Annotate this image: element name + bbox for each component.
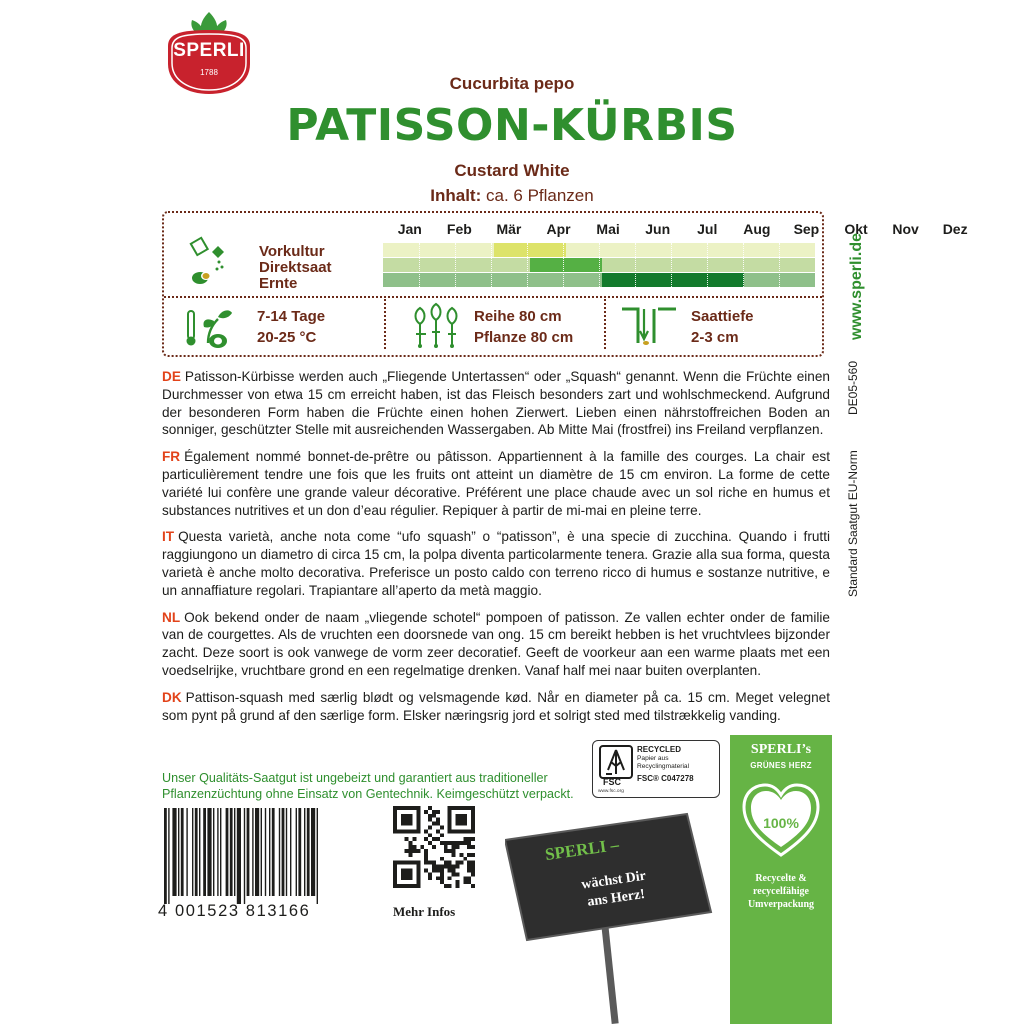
qr-module: [428, 818, 432, 822]
barcode-bar: [261, 808, 262, 896]
qr-module: [432, 845, 436, 849]
barcode-bar: [164, 808, 167, 904]
qr-module: [436, 829, 440, 833]
qr-module: [424, 810, 428, 814]
qr-module: [409, 841, 413, 845]
qr-module: [467, 845, 471, 849]
calendar-month-gridline: [527, 243, 528, 287]
qr-module: [471, 865, 475, 869]
qr-module: [444, 884, 448, 888]
month-header: [385, 221, 980, 237]
qr-module: [428, 826, 432, 830]
product-title: PATISSON-KÜRBIS: [286, 100, 738, 151]
barcode-bar: [226, 808, 229, 896]
barcode-bar: [203, 808, 206, 896]
calendar-month-gridline: [455, 243, 456, 287]
qr-module: [463, 880, 467, 884]
barcode-bar: [252, 808, 253, 896]
qr-module: [424, 837, 428, 841]
description-text: Pattison-squash med særlig blødt og velsmagende kød. Når en diameter på ca. 15 cm. Meget velegnet som pynt på grund af den særlige form. Elsker næringsrig jord et solrigt sted med tilstrækkelig vanding.: [162, 689, 830, 723]
qr-module: [440, 868, 444, 872]
qr-module: [420, 845, 424, 849]
green-panel-title: SPERLI’s: [750, 742, 812, 757]
qr-module: [467, 876, 471, 880]
qr-module: [455, 845, 459, 849]
description-paragraph: [162, 448, 830, 519]
barcode-bar: [199, 808, 200, 896]
qr-module: [440, 833, 444, 837]
language-code: IT: [162, 529, 175, 545]
qr-module: [463, 876, 467, 880]
qr-module: [444, 865, 448, 869]
barcode-bar: [168, 808, 169, 904]
qr-module: [436, 868, 440, 872]
qr-module: [440, 872, 444, 876]
barcode-bar: [272, 808, 275, 896]
seedling-pot-icon: [188, 236, 232, 288]
fsc-line1: Papier aus: [637, 755, 669, 762]
qr-module: [405, 849, 409, 853]
content-label: Inhalt:: [430, 186, 482, 205]
qr-module: [424, 857, 428, 861]
info-divider-1: [384, 299, 386, 349]
germination-info: [257, 306, 325, 348]
sign-line2: ans Herz!: [586, 886, 646, 910]
language-code: DK: [162, 689, 182, 705]
depth-info: [691, 306, 754, 348]
content-value: ca. 6 Pflanzen: [485, 186, 594, 205]
sign-line1: wächst Dir: [580, 868, 647, 893]
plant-spacing: Pflanze 80 cm: [474, 329, 574, 346]
qr-module: [455, 884, 459, 888]
qr-module: [455, 814, 467, 826]
barcode-bar: [237, 808, 241, 904]
calendar-bar-vorkultur: [494, 243, 566, 257]
barcode-bar: [186, 808, 187, 896]
barcode-bar: [282, 808, 285, 896]
quality-statement: Unser Qualitäts-Saatgut ist ungebeizt und garantiert aus traditioneller Pflanzenzüchtung ohne Einsatz von Gentechnik. Keimgeschützt verpackt.: [162, 771, 574, 801]
qr-module: [416, 849, 420, 853]
qr-module: [413, 849, 417, 853]
qr-module: [448, 876, 452, 880]
month-label: Jul: [697, 221, 718, 237]
qr-module: [428, 861, 432, 865]
qr-module: [432, 822, 436, 826]
calendar-month-gridline: [563, 243, 564, 287]
fsc-label: [592, 740, 720, 798]
qr-module: [455, 861, 459, 865]
calendar-divider: [164, 296, 822, 298]
qr-module: [428, 814, 432, 818]
barcode: [162, 808, 372, 904]
green-panel-percent: 100%: [763, 815, 799, 831]
green-panel-line1: Recycelte &: [755, 873, 807, 884]
qr-module: [467, 837, 471, 841]
barcode-bar: [307, 808, 310, 896]
qr-module: [444, 861, 448, 865]
fsc-logo-text: FSC: [603, 777, 621, 787]
description-text: Patisson-Kürbisse werden auch „Fliegende Untertassen“ oder „Squash“ genannt. Wenn die Früchte einen Durchmesser von etwa 15 cm erreicht haben, ist das Fleisch besonders zart und wohlschmeckend. Aufgrund der besonderen Form haben die Früchte einen hohen Zierwert. Lieben einen nährstoffreichen Boden an sonniger, geschützter Stelle mit ausreichenden Wassergaben. Ab Mitte Mai (frostfrei) ins Freiland verpflanzen.: [162, 369, 830, 438]
germination-days: 7-14 Tage: [257, 308, 326, 325]
row-label-direktsaat: Direktsaat: [259, 259, 332, 276]
fsc-line2: Recyclingmaterial: [637, 763, 690, 771]
month-label: Okt: [844, 221, 868, 237]
barcode-bar: [195, 808, 198, 896]
info-divider-2: [604, 299, 606, 349]
barcode-bar: [304, 808, 305, 896]
barcode-bar: [286, 808, 287, 896]
green-heart-panel: [730, 735, 832, 1024]
calendar-month-gridline: [635, 243, 636, 287]
germination-temp: 20-25 °C: [257, 329, 317, 346]
fsc-web: www.fsc.org: [598, 789, 624, 794]
barcode-bar: [213, 808, 214, 896]
qr-module: [436, 876, 440, 880]
qr-module: [409, 853, 413, 857]
month-label: Sep: [793, 221, 820, 237]
qr-module: [428, 806, 432, 810]
qr-module: [452, 849, 456, 853]
article-code-text: DE05-560: [846, 360, 860, 415]
description-block: [162, 368, 830, 733]
language-code: DE: [162, 369, 181, 384]
barcode-bar: [220, 808, 221, 896]
qr-module: [440, 826, 444, 830]
calendar-month-gridline: [707, 243, 708, 287]
calendar-month-gridline: [779, 243, 780, 287]
qr-module: [452, 872, 456, 876]
qr-module: [471, 853, 475, 857]
barcode-bar: [217, 808, 218, 896]
qr-module: [436, 818, 440, 822]
description-text: Ook bekend onder de naam „vliegende schotel“ pompoen of patisson. Ze vallen echter onder de familie van de courgettes. Als de vruchten een doorsnede van ong. 15 cm bereikt hebben is het vruchtvlees bijzonder zacht. Deze soort is ook vanwege de vorm zeer decoratief. Geeft de voorkeur aan een warme plaats met een voedselrijke, vruchtbare grond en een regelmatige drenken. Vanaf half mei naar buiten overplanten.: [162, 609, 830, 678]
calendar-bar-ernte: [602, 273, 744, 287]
qr-module: [424, 853, 428, 857]
row-label-vorkultur: Vorkultur: [259, 243, 325, 260]
variety-name: Custard White: [454, 161, 570, 180]
qr-label: Mehr Infos: [393, 904, 456, 919]
qr-module: [424, 829, 428, 833]
qr-module: [436, 822, 440, 826]
qr-module: [444, 841, 448, 845]
qr-module: [448, 884, 452, 888]
qr-module: [432, 810, 436, 814]
barcode-bar: [244, 808, 245, 904]
qr-module: [448, 868, 452, 872]
barcode-bar: [181, 808, 184, 896]
qr-module: [405, 837, 409, 841]
barcode-number: 4 001523 813166: [158, 902, 311, 920]
spacing-info: [474, 306, 573, 348]
qr-module: [436, 865, 440, 869]
green-panel-subtitle: GRÜNES HERZ: [750, 761, 812, 770]
germination-icon: [186, 303, 238, 349]
qr-module: [467, 865, 471, 869]
qr-module: [440, 865, 444, 869]
description-paragraph: [162, 609, 830, 680]
qr-module: [448, 865, 452, 869]
qr-module: [467, 853, 471, 857]
calendar-month-gridline: [743, 243, 744, 287]
qr-module: [467, 880, 471, 884]
qr-module: [471, 837, 475, 841]
latin-name: Cucurbita pepo: [449, 74, 575, 93]
qr-module: [455, 872, 459, 876]
calendar-month-gridline: [599, 243, 600, 287]
qr-module: [440, 876, 444, 880]
barcode-bar: [279, 808, 280, 896]
fsc-recycled: RECYCLED: [637, 745, 682, 754]
qr-module: [401, 814, 413, 826]
qr-module: [436, 810, 440, 814]
qr-module: [459, 861, 463, 865]
language-code: NL: [162, 609, 181, 625]
description-paragraph: [162, 528, 830, 599]
qr-module: [432, 814, 436, 818]
qr-module: [459, 853, 463, 857]
qr-module: [452, 845, 456, 849]
qr-module: [444, 845, 448, 849]
chalkboard-sign: [505, 800, 713, 1024]
qr-module: [471, 872, 475, 876]
qr-module: [463, 837, 467, 841]
qr-module: [467, 861, 471, 865]
description-paragraph: [162, 368, 830, 439]
content-line: [0, 186, 1024, 206]
logo-year-text: 1788: [200, 68, 218, 77]
qr-module: [463, 857, 467, 861]
fsc-license: FSC® C047278: [637, 773, 694, 783]
barcode-bar: [178, 808, 179, 896]
qr-module: [448, 841, 452, 845]
month-label: Jun: [645, 221, 671, 237]
sowing-depth-icon: [620, 303, 678, 347]
qr-module: [436, 837, 440, 841]
description-paragraph: [162, 689, 830, 725]
description-text: Questa varietà, anche nota come “ufo squash” o “patisson”, è una specie di zucchina. Quando i frutti raggiungono un diametro di circa 15 cm, la polpa diventa particolarmente tenera. Grazie alla sua forma, questa varietà è anche molto decorativa. Preferisce un posto caldo con terreno ricco di humus e sostanze nutritive, e un annaffiature regolari. Trapiantare all’aperto da metà maggio.: [162, 529, 830, 598]
barcode-bar: [172, 808, 176, 896]
calendar-month-gridline: [491, 243, 492, 287]
qr-module: [432, 865, 436, 869]
qr-module: [448, 849, 452, 853]
qr-module: [432, 861, 436, 865]
calendar-month-gridline: [671, 243, 672, 287]
depth-label: Saattiefe: [691, 308, 754, 325]
barcode-bar: [230, 808, 233, 896]
logo-brand-text: SPERLI: [173, 40, 245, 61]
barcode-bar: [317, 808, 318, 904]
barcode-bar: [255, 808, 259, 896]
qr-module: [452, 868, 456, 872]
qr-module: [409, 845, 413, 849]
qr-module: [452, 853, 456, 857]
qr-module: [459, 841, 463, 845]
qr-module: [428, 876, 432, 880]
month-label: Feb: [446, 221, 472, 237]
barcode-bar: [247, 808, 250, 896]
green-panel-line2: recycelfähige: [753, 886, 809, 897]
month-label: Mai: [596, 221, 620, 237]
qr-code[interactable]: [393, 806, 475, 888]
qr-module: [455, 841, 459, 845]
qr-module: [444, 849, 448, 853]
qr-module: [424, 861, 428, 865]
barcode-bar: [192, 808, 193, 896]
month-label: Jan: [397, 221, 422, 237]
calendar-bar-direktsaat: [530, 258, 602, 272]
barcode-bar: [234, 808, 235, 896]
qr-module: [413, 845, 417, 849]
qr-module: [440, 841, 444, 845]
month-label: Apr: [546, 221, 571, 237]
qr-module: [432, 837, 436, 841]
description-text: Également nommé bonnet-de-prêtre ou pâtisson. Appartiennent à la famille des courges. La chair est particulièrement tendre une fois que les fruits ont atteint un diamètre de 15 cm environ. La forme de cette variété lui confère une grande valeur décorative. Préférent une place chaude avec un sol riche en humus et substances nutritives et un don d’eau régulier. Repiquer à partir de mi-mai en pleine terre.: [162, 449, 830, 518]
row-spacing: Reihe 80 cm: [474, 308, 562, 325]
qr-module: [455, 865, 459, 869]
green-panel-text: [730, 872, 832, 911]
qr-module: [452, 865, 456, 869]
barcode-bar: [269, 808, 270, 896]
barcode-bar: [296, 808, 297, 896]
barcode-bar: [265, 808, 266, 896]
month-label: Aug: [743, 221, 771, 237]
qr-module: [409, 849, 413, 853]
row-label-ernte: Ernte: [259, 275, 298, 292]
barcode-bar: [290, 808, 291, 896]
qr-module: [428, 872, 432, 876]
qr-module: [401, 868, 413, 880]
calendar-month-gridline: [419, 243, 420, 287]
green-panel-line3: Umverpackung: [747, 899, 815, 910]
barcode-bar: [311, 808, 315, 896]
qr-module: [440, 857, 444, 861]
month-label: Dez: [942, 221, 968, 237]
qr-module: [424, 868, 428, 872]
barcode-bar: [207, 808, 211, 896]
qr-module: [428, 833, 432, 837]
qr-module: [463, 841, 467, 845]
qr-module: [471, 868, 475, 872]
language-code: FR: [162, 449, 181, 465]
qr-module: [413, 837, 417, 841]
qr-module: [452, 841, 456, 845]
qr-module: [428, 841, 432, 845]
depth-value: 2-3 cm: [691, 329, 739, 346]
qr-module: [467, 868, 471, 872]
qr-module: [471, 884, 475, 888]
spacing-icon: [410, 302, 462, 350]
month-label: Nov: [892, 221, 919, 237]
barcode-bar: [298, 808, 301, 896]
qr-module: [471, 845, 475, 849]
qr-module: [448, 861, 452, 865]
qr-module: [467, 841, 471, 845]
qr-module: [424, 849, 428, 853]
sign-brand: SPERLI –: [543, 834, 621, 865]
qr-module: [471, 861, 475, 865]
fsc-info: [637, 745, 717, 783]
qr-module: [455, 880, 459, 884]
qr-module: [432, 868, 436, 872]
standard-note-text: Standard Saatgut EU-Norm: [846, 450, 860, 597]
website-url-text[interactable]: www.sperli.de: [848, 233, 865, 340]
qr-module: [440, 880, 444, 884]
month-label: Mär: [496, 221, 522, 237]
calendar-row-labels: [259, 244, 332, 292]
